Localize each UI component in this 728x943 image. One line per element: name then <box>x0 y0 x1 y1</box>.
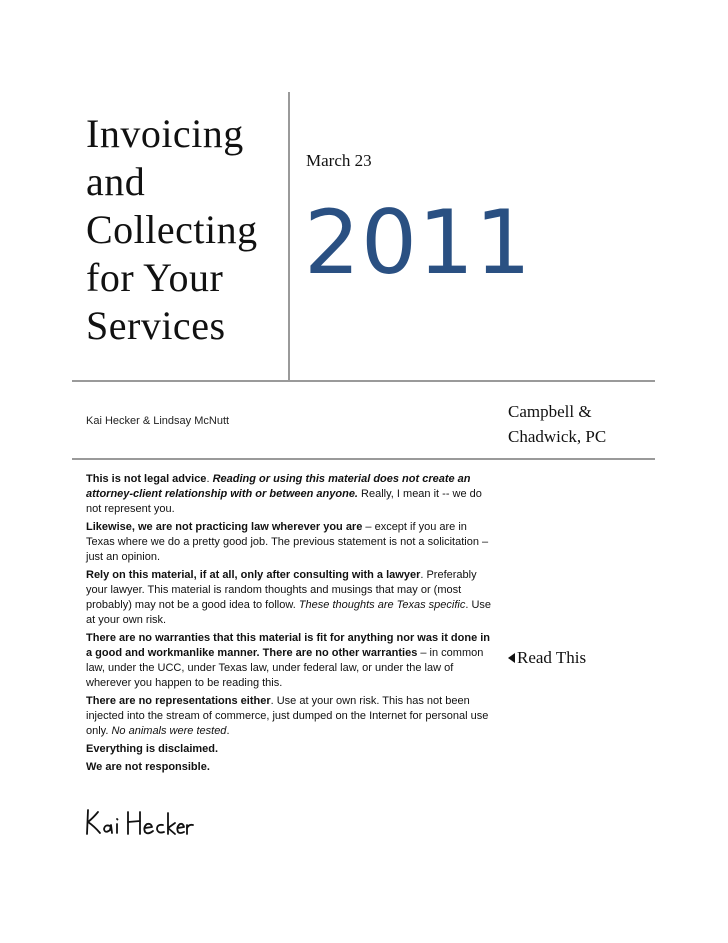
firm-name <box>508 399 648 449</box>
disclaimer-italic: No animals were tested <box>111 725 227 737</box>
disclaimer-paragraph-2 <box>86 520 496 565</box>
disclaimer-text: . <box>206 473 213 485</box>
disclaimer-text: . Preferably your lawyer. This material is random thoughts and musings that may or (most probably) may not be a good idea to follow. <box>86 569 477 611</box>
read-this-label: Read This <box>517 648 587 667</box>
cover-date: March 23 <box>306 151 372 170</box>
disclaimer-text: . Use at your own risk. This has not been injected into the stream of commerce, just dumped on the Internet for personal use only. <box>86 695 489 737</box>
firm-name-line1: Campbell & <box>508 402 592 421</box>
disclaimer-paragraph-6 <box>86 742 496 757</box>
disclaimer-emphasis: Reading or using this material does not create an attorney-client relationship with or between anyone. <box>86 473 471 500</box>
disclaimer-emphasis: There are no representations either <box>86 695 271 707</box>
signature-image <box>84 804 194 838</box>
disclaimer-emphasis: Likewise, we are not practicing law wherever you are <box>86 521 363 533</box>
disclaimer-body <box>86 472 496 778</box>
disclaimer-emphasis: This is not legal advice <box>86 473 207 485</box>
vertical-divider <box>288 92 290 380</box>
disclaimer-paragraph-7 <box>86 760 496 775</box>
disclaimer-emphasis: Rely on this material, if at all, only after consulting with a lawyer <box>86 569 421 581</box>
firm-name-line2: Chadwick, PC <box>508 427 607 446</box>
disclaimer-text: – except if you are in Texas where we do a pretty good job. The previous statement is not a solicitation – just an opinion. <box>86 521 489 563</box>
disclaimer-emphasis: Everything is disclaimed. <box>86 743 219 755</box>
disclaimer-paragraph-1 <box>86 472 496 517</box>
disclaimer-text: . <box>226 725 230 737</box>
disclaimer-text: Really, I mean it -- we do not represent you. <box>86 488 482 515</box>
horizontal-divider-middle <box>72 458 655 460</box>
horizontal-divider-top <box>72 380 655 382</box>
disclaimer-paragraph-5 <box>86 694 496 739</box>
authors: Kai Hecker & Lindsay McNutt <box>86 415 230 427</box>
disclaimer-emphasis: We are not responsible. <box>86 761 210 773</box>
disclaimer-emphasis: There are no warranties that this material is fit for anything nor was it done in a good and workmanlike manner. There are no other warranties <box>86 632 491 659</box>
document-title: Invoicing and Collecting for Your Services <box>86 111 258 348</box>
disclaimer-text: – in common law, under the UCC, under Texas law, under federal law, or under the law of wherever you happen to be reading this. <box>86 647 484 689</box>
disclaimer-paragraph-3 <box>86 568 496 628</box>
signature <box>84 804 194 843</box>
left-arrow-icon <box>508 653 515 663</box>
disclaimer-italic: These thoughts are Texas specific <box>298 599 466 611</box>
read-this-callout <box>508 648 586 668</box>
cover-year: 2011 <box>304 191 532 294</box>
disclaimer-paragraph-4 <box>86 631 496 691</box>
disclaimer-text: . Use at your own risk. <box>86 599 492 626</box>
